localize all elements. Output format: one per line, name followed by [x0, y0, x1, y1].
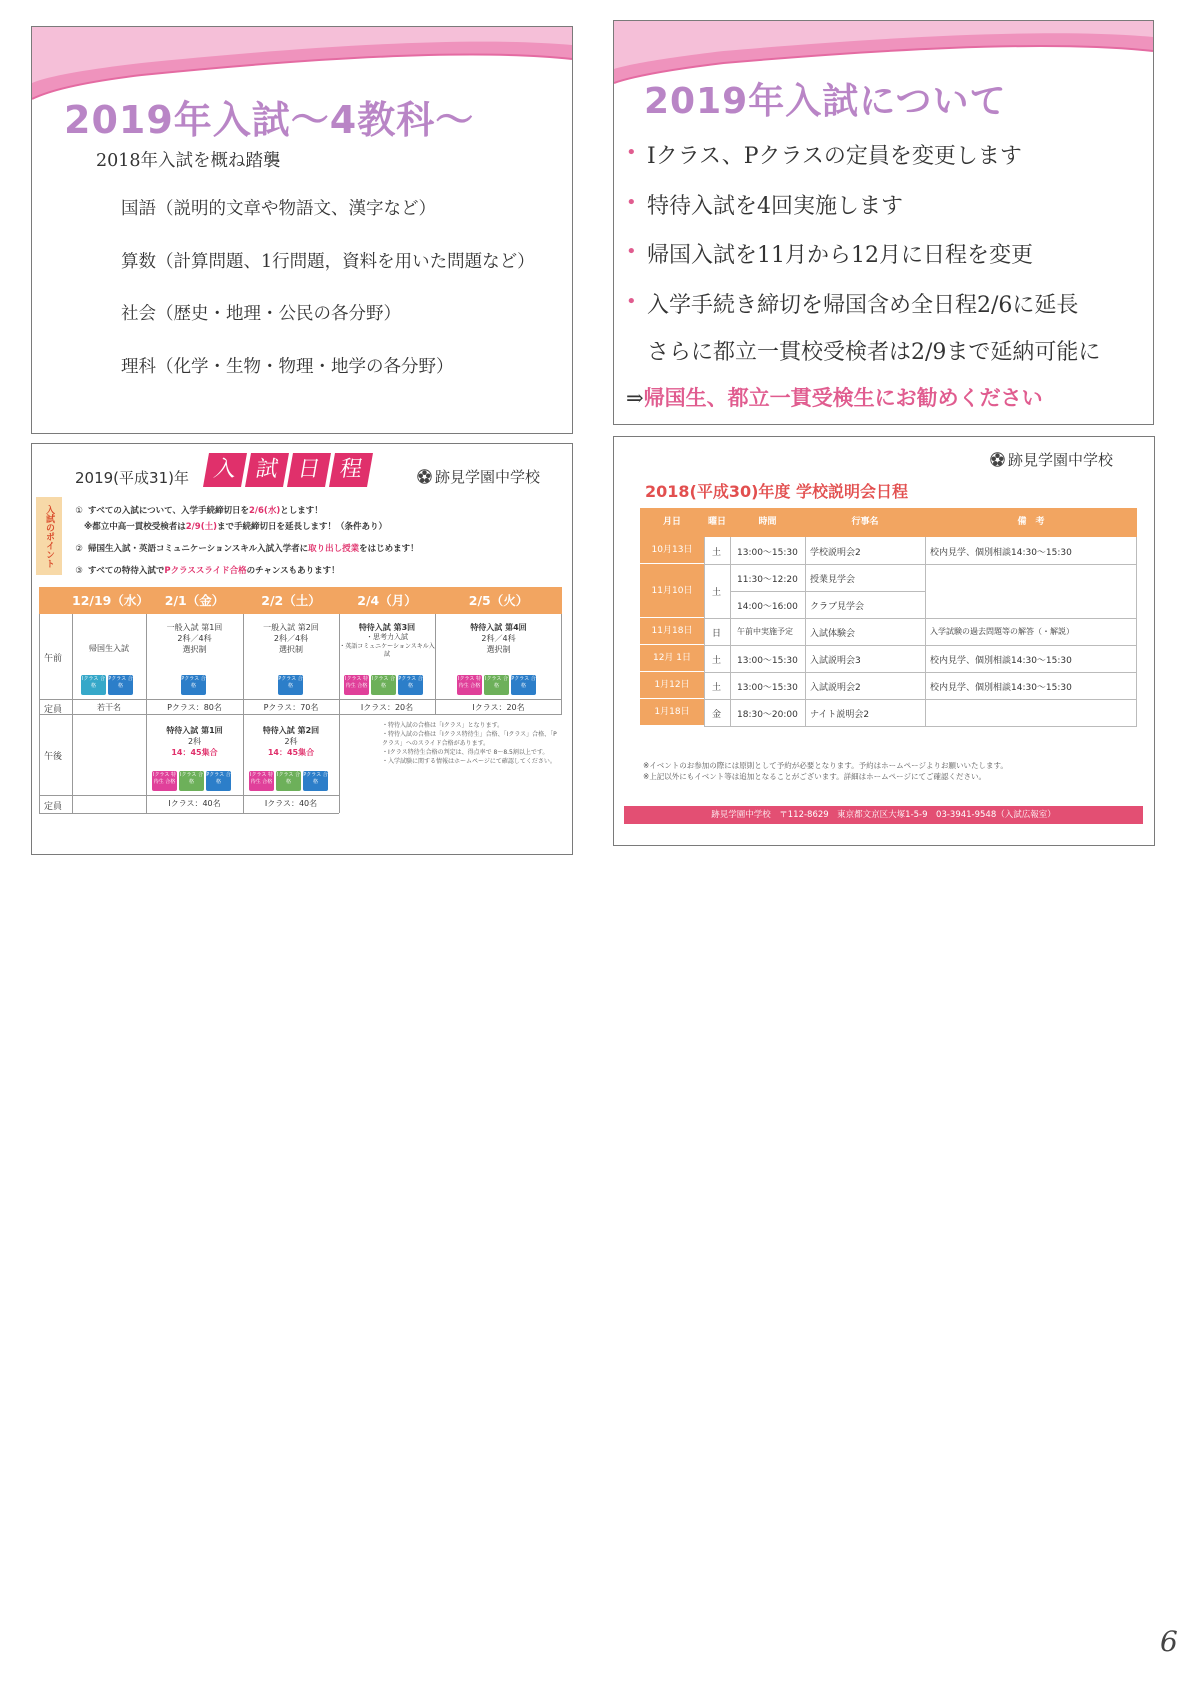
- exam-point: [70, 542, 419, 554]
- badge-group: [278, 675, 303, 695]
- banner-char: 日: [287, 453, 331, 487]
- date-cell: 11月18日: [640, 618, 704, 645]
- capacity-cell: Iクラス：20名: [360, 703, 414, 712]
- grid-line: [39, 795, 339, 796]
- schedule-header: 12/19（水）: [72, 593, 149, 608]
- event-cell: 入試体験会: [810, 629, 856, 639]
- row-label-am: 午前: [44, 654, 63, 664]
- school-crest-icon: [417, 469, 432, 484]
- capacity-cell: Iクラス：20名: [472, 703, 525, 712]
- change-item: [626, 238, 1078, 288]
- class-badge: Iクラス 特待生 合格: [457, 675, 482, 695]
- grid-line: [39, 699, 562, 700]
- time-cell: 18:30～20:00: [737, 710, 798, 720]
- exam-point: [70, 504, 323, 516]
- time-cell: 13:00～15:30: [737, 548, 798, 558]
- class-badge: Pクラス 合格: [108, 675, 133, 695]
- exam-name: 特待入試 第4回: [470, 623, 527, 632]
- date-cell: 1月12日: [640, 672, 704, 699]
- exam-cell: [146, 725, 243, 759]
- schedule-header: 2/1（金）: [164, 593, 225, 608]
- class-badge: Iクラス 合格: [484, 675, 509, 695]
- exam-format: 選択制: [182, 645, 207, 655]
- change-text: 特待入試を4回実施します: [647, 193, 903, 219]
- banner-char: 程: [329, 453, 373, 487]
- schedule-header-row: [39, 587, 562, 614]
- grid-line: [39, 813, 339, 814]
- time-cell: 13:00～15:30: [737, 656, 798, 666]
- exam-format: ・英語コミュニケーションスキル入試: [339, 642, 435, 659]
- exam-name: 特待入試 第1回: [166, 726, 223, 735]
- class-badge: Pクラス 合格: [181, 675, 206, 695]
- class-badge: Iクラス 合格: [179, 771, 204, 791]
- school-crest-icon: [990, 452, 1005, 467]
- school-address-bar: 跡見学園中学校 〒112-8629 東京都文京区大塚1-5-9 03-3941-9548（入試広報室）: [624, 806, 1143, 824]
- badge-group: [457, 675, 536, 695]
- change-item: [626, 139, 1078, 189]
- date-cell: 12月 1日: [640, 645, 704, 672]
- exam-subjects: 2科／4科: [481, 634, 516, 644]
- schedule-banner: [206, 453, 370, 487]
- row-label-capacity: 定員: [44, 705, 63, 715]
- exam-format: 選択制: [486, 645, 511, 655]
- class-badge: Iクラス 特待生 合格: [249, 771, 274, 791]
- class-badge: Pクラス 合格: [511, 675, 536, 695]
- row-label-pm: 午後: [44, 752, 63, 762]
- event-cell: 授業見学会: [810, 575, 856, 585]
- grid-line: [704, 537, 705, 726]
- arrow-icon: ⇒: [626, 386, 644, 410]
- footnote-line: ※上記以外にもイベント等は追加となることがございます。詳細はホームページにてご確認ください。: [643, 772, 987, 782]
- point-highlight: 2/9(土): [185, 522, 217, 532]
- capacity-cell: Iクラス：40名: [168, 799, 221, 808]
- exam-subjects: 2科: [187, 737, 202, 747]
- sessions-footnotes: [643, 760, 1008, 783]
- change-text: Iクラス、Pクラスの定員を変更します: [647, 144, 1022, 169]
- exam-subjects: 2科／4科: [273, 634, 309, 644]
- schedule-header: 2/4（月）: [357, 593, 417, 608]
- event-cell: 学校説明会2: [810, 548, 861, 558]
- grid-line: [805, 537, 806, 726]
- bullet-icon: •: [626, 290, 637, 312]
- school-name: [990, 449, 1113, 470]
- badge-group: [181, 675, 206, 695]
- exam-point: [84, 520, 387, 532]
- bullet-icon: •: [626, 241, 637, 262]
- point-text: まで手続締切日を延長します！（条件あり）: [216, 522, 387, 532]
- schedule-header: 2/2（土）: [261, 593, 321, 608]
- exam-time: 14：45集合: [267, 748, 315, 758]
- point-highlight: 取り出し授業: [308, 544, 360, 554]
- change-list: [626, 139, 1078, 337]
- exam-cell: [243, 622, 339, 656]
- exam-name: 一般入試 第1回: [166, 623, 223, 632]
- class-badge: Pクラス 合格: [206, 771, 231, 791]
- slide-title: 2019年入試～4教科～: [64, 98, 475, 142]
- grid-line: [1136, 537, 1137, 726]
- event-cell: クラブ見学会: [810, 602, 865, 612]
- day-cell: 金: [712, 710, 722, 720]
- capacity-cell: Pクラス：80名: [167, 703, 222, 712]
- schedule-header: 2/5（火）: [468, 593, 529, 608]
- recommendation: [626, 382, 1043, 412]
- sessions-header: 時間: [758, 517, 777, 527]
- school-name: [417, 466, 540, 487]
- day-cell: 土: [712, 683, 722, 693]
- day-cell: 土: [712, 548, 722, 558]
- grid-line: [730, 537, 731, 726]
- sessions-header-row: [640, 508, 1137, 537]
- points-sidebar: 入試のポイント: [36, 497, 62, 575]
- time-cell: 午前中実施予定: [737, 627, 793, 636]
- grid-line: [704, 645, 1137, 646]
- school-name-text: 跡見学園中学校: [1008, 451, 1114, 469]
- point-number: ②: [75, 544, 83, 554]
- school-name-text: 跡見学園中学校: [435, 468, 541, 486]
- exam-subjects: 2科／4科: [177, 634, 212, 644]
- day-cell: 土: [712, 656, 722, 666]
- grid-line: [704, 564, 1137, 565]
- info-session-slide: [613, 436, 1155, 846]
- subject-item: 国語（説明的文章や物語文、漢字など）: [121, 199, 436, 219]
- change-text: 帰国入試を11月から12月に日程を変更: [647, 243, 1033, 268]
- point-text: とします！: [280, 506, 323, 516]
- subject-item: 理科（化学・生物・物理・地学の各分野）: [121, 356, 454, 377]
- time-cell: 13:00～15:30: [737, 683, 798, 693]
- grid-line: [39, 714, 562, 715]
- point-number: ①: [75, 506, 83, 516]
- slide-four-subjects: [31, 26, 573, 434]
- grid-line: [925, 537, 926, 726]
- recommendation-text: 帰国生、都立一貫受検生にお勧めください: [643, 385, 1043, 410]
- note-cell: 校内見学、個別相談14:30～15:30: [930, 548, 1072, 558]
- class-badge: Iクラス 合格: [276, 771, 301, 791]
- point-text: をはじめます！: [359, 544, 419, 554]
- sessions-header: 備 考: [1017, 517, 1045, 527]
- grid-line: [704, 618, 1137, 619]
- note-line: ・Iクラス特待生合格の判定は、得点率で 8～8.5割以上です。: [382, 749, 549, 756]
- badge-group: [152, 771, 231, 791]
- exam-subjects: 2科: [284, 737, 298, 747]
- badge-group: [249, 771, 328, 791]
- bullet-icon: •: [626, 191, 637, 213]
- exam-schedule-slide: [31, 443, 573, 855]
- point-number: ③: [75, 566, 83, 576]
- grid-line: [704, 699, 1137, 700]
- subject-list: [121, 195, 535, 405]
- event-cell: 入試説明会3: [810, 656, 861, 666]
- time-cell: 11:30～12:20: [737, 575, 798, 585]
- exam-time: 14：45集合: [171, 748, 218, 758]
- grid-line: [704, 672, 1137, 673]
- change-item: [626, 288, 1078, 338]
- exam-name: 特待入試 第2回: [262, 726, 320, 735]
- capacity-cell: Pクラス：70名: [263, 703, 319, 712]
- day-cell: 土: [712, 588, 722, 598]
- slide-subtitle: 2018年入試を概ね踏襲: [96, 151, 281, 171]
- bullet-icon: •: [626, 142, 637, 163]
- event-cell: 入試説明会2: [810, 683, 861, 693]
- exam-point: [70, 564, 340, 576]
- point-text: すべての入試について、入学手続締切日を: [88, 506, 249, 516]
- date-cell: 1月18日: [640, 699, 704, 726]
- grid-line: [730, 591, 925, 592]
- schedule-year: 2019(平成31)年: [75, 469, 189, 487]
- exam-cell: [146, 622, 243, 656]
- subject-item: 算数（計算問題、1行問題，資料を用いた問題など）: [121, 251, 535, 272]
- row-label-capacity: 定員: [44, 802, 63, 812]
- sessions-title: 2018(平成30)年度 学校説明会日程: [645, 482, 908, 501]
- exam-name: 特待入試 第3回: [358, 623, 416, 632]
- exam-name: 帰国生入試: [89, 644, 129, 653]
- note-cell: 校内見学、個別相談14:30～15:30: [930, 683, 1072, 693]
- change-text: 入学手続き締切を帰国含め全日程2/6に延長: [647, 292, 1079, 318]
- point-text: ※都立中高一貫校受検者は: [84, 522, 186, 532]
- point-text: のチャンスもあります！: [246, 566, 340, 576]
- note-line: ・特待入試の合格は「Iクラス特待生」合格、「Iクラス」合格、「Pクラス」へのスライド合格があります。: [382, 731, 557, 747]
- exam-format: 選択制: [279, 645, 303, 655]
- point-text: 帰国生入試・英語コミュニケーションスキル入試入学者に: [88, 544, 309, 554]
- class-badge: Pクラス 合格: [398, 675, 423, 695]
- class-badge: Iクラス 合格: [371, 675, 396, 695]
- class-badge: Iクラス 特待生 合格: [344, 675, 369, 695]
- exam-cell: [339, 622, 435, 660]
- badge-group: [81, 675, 133, 695]
- banner-char: 試: [245, 453, 289, 487]
- class-badge: Pクラス 合格: [278, 675, 303, 695]
- point-highlight: Pクラススライド合格: [164, 566, 247, 576]
- event-cell: ナイト説明会2: [810, 710, 870, 720]
- footnote-line: ※イベントのお参加の際には原則として予約が必要となります。予約はホームページよりお願いいたします。: [643, 761, 1008, 770]
- exam-cell: [435, 622, 562, 656]
- day-cell: 日: [712, 629, 722, 639]
- sessions-header: 月日: [662, 517, 681, 527]
- date-cell: 10月13日: [640, 537, 704, 564]
- sessions-header: 行事名: [851, 517, 879, 527]
- capacity-cell: 若干名: [97, 703, 121, 712]
- banner-char: 入: [203, 453, 247, 487]
- note-cell: 入学試験の過去問題等の解答（・解説）: [930, 627, 1074, 636]
- note-line: ・特待入試の合格は「Iクラス」となります。: [382, 722, 504, 729]
- time-cell: 14:00～16:00: [737, 602, 798, 612]
- class-badge: Pクラス 合格: [303, 771, 328, 791]
- date-cell: 11月10日: [640, 564, 704, 618]
- note-cell: 校内見学、個別相談14:30～15:30: [930, 656, 1072, 666]
- subject-item: 社会（歴史・地理・公民の各分野）: [121, 304, 401, 324]
- change-item: [626, 189, 1078, 239]
- badge-group: [344, 675, 423, 695]
- note-line: ・入学試験に関する情報はホームページにて確認してください。: [382, 758, 556, 765]
- schedule-notes: [382, 721, 557, 766]
- point-highlight: 2/6(水): [249, 506, 281, 516]
- grid-line: [704, 726, 1137, 727]
- page-number: 6: [1160, 1625, 1178, 1658]
- slide-title: 2019年入試について: [644, 81, 1007, 122]
- slide-exam-changes: [613, 20, 1154, 425]
- change-continuation: さらに都立一貫校受検者は2/9まで延納可能に: [647, 340, 1101, 365]
- capacity-cell: Iクラス：40名: [264, 799, 318, 808]
- exam-cell: [243, 725, 339, 759]
- class-badge: Iクラス 特待生 合格: [152, 771, 177, 791]
- point-text: すべての特待入試で: [88, 566, 165, 576]
- sessions-header: 曜日: [707, 517, 726, 527]
- exam-cell: [72, 643, 146, 654]
- class-badge: Iクラス 合格: [81, 675, 106, 695]
- exam-name: 一般入試 第2回: [263, 623, 319, 632]
- exam-subjects: ・思考力入試: [366, 633, 408, 642]
